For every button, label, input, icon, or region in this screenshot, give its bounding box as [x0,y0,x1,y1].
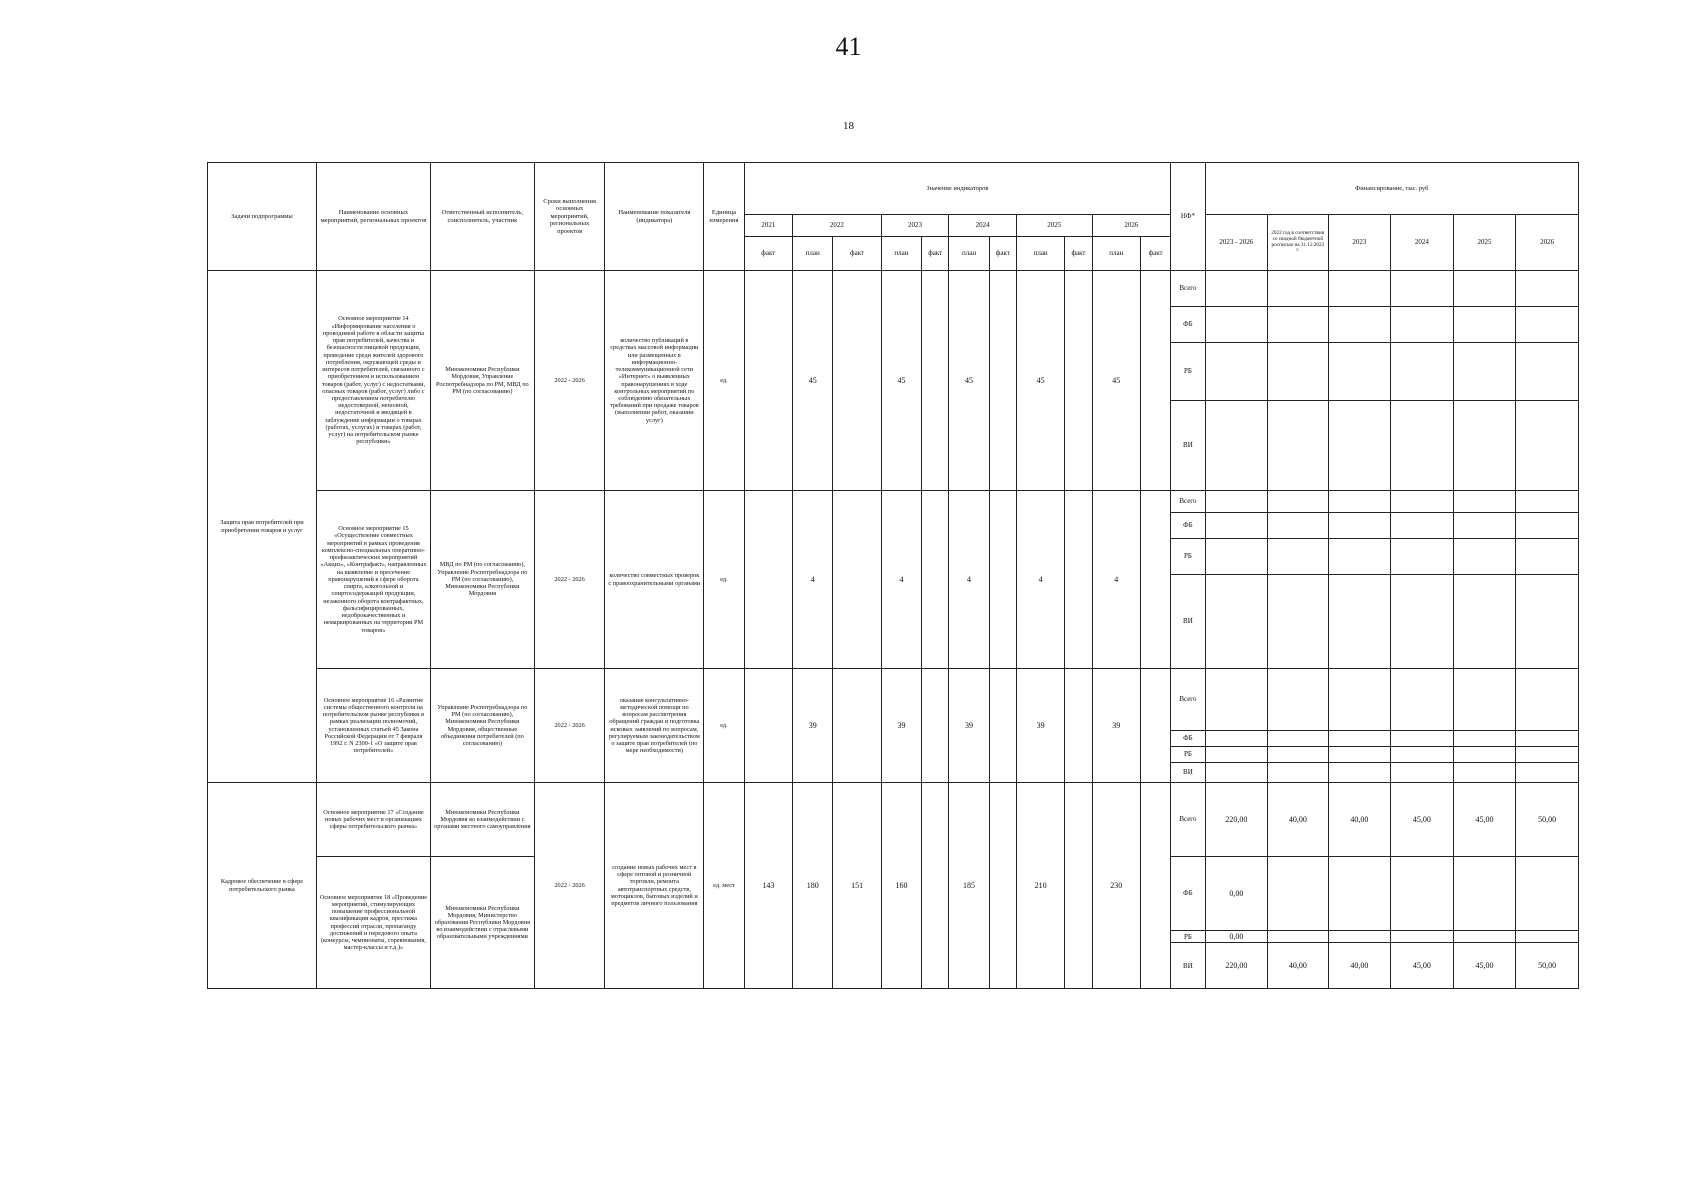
activity-15-fact-2023 [922,491,949,669]
activity-15-name: Основное мероприятие 15 «Осуществление совместных мероприятий в рамках проведения комплексно-специальных оперативно-профилактических мероприятий «Акциз», «Контрафакт», направленных на выявление и пресечение правонарушений в сфере оборота спирта, алкогольной и спиртосодержащей продукции, незаконного оборота контрафактных, фальсифицированных, недоброкачественных и немаркированных на территории РМ товаров» [316,491,430,669]
activity-18-fact-2024 [989,783,1016,989]
activity-16-indicator: оказание консультативно-методической помощи по вопросам рассмотрения обращений граждан и подготовка исковых заявлений по вопросам, регулируемым законодательством о защите прав потребителей (по мере необходимости) [605,669,704,783]
activity-14-name: Основное мероприятие 14 «Информирование населения о проводимой работе в области защиты прав потребителей, качества и безопасности пищевой продукции, проведение среди жителей здорового потребления, окружающей среды и интересов потребителей, связанного с приобретением и использованием товаров (работ, услуг) с недостатками, опасных товаров (работ, услуг) либо с предоставлением потребителю недостоверной, неполной, недостаточной и вводящей в заблуждение информации о товарах (работах, услугах) и товарах (работ, услуг) на потребительском рынке республики» [316,271,430,491]
fin-cell [1205,731,1268,747]
page-number: 41 [835,32,862,61]
fin-total-2022: 40,00 [1268,783,1329,857]
fin-cell [1391,271,1454,307]
activity-15-plan-2024: 4 [949,491,989,669]
fin-cell [1268,271,1329,307]
fin-cell [1328,491,1391,513]
activity-16-fact-2024 [989,669,1016,783]
fin-cell [1453,931,1516,943]
fin-cell [1391,307,1454,343]
activity-14-plan-2026: 45 [1092,271,1140,491]
nf-vi: ВИ [1171,575,1205,669]
fin-cell [1328,857,1391,931]
program-table [207,162,1579,989]
fin-cell [1328,763,1391,783]
activity-18-fact-2021: 143 [744,783,792,989]
fin-cell [1516,343,1579,401]
nf-total: Всего [1171,271,1205,307]
header-task: Задачи подпрограммы [208,163,317,271]
activity-18-plan-2022: 180 [793,783,833,989]
fin-vi-2026: 50,00 [1516,943,1579,989]
header-unit: Единица измерения [704,163,744,271]
fin-cell [1268,513,1329,539]
fin-cell [1453,857,1516,931]
fin-cell [1516,931,1579,943]
fin-cell [1268,931,1329,943]
fin-cell [1391,669,1454,731]
activity-16-fact-2022 [833,669,881,783]
activity-15-terms: 2022 - 2026 [534,491,605,669]
fin-cell [1328,307,1391,343]
activity-15-unit: ед. [704,491,744,669]
fin-cell [1205,401,1268,491]
activity-16-unit: ед. [704,669,744,783]
nf-fb: ФБ [1171,731,1205,747]
nf-vi: ВИ [1171,401,1205,491]
fin-cell [1328,575,1391,669]
activity-15-indicator: количество совместных проверок с правоохранительными органами [605,491,704,669]
activity-16-plan-2023: 39 [881,669,921,783]
fin-cell [1205,763,1268,783]
fin-vi-2024: 45,00 [1391,943,1454,989]
activity-15-plan-2023: 4 [881,491,921,669]
year-2024: 2024 [949,215,1017,237]
fin-cell [1391,763,1454,783]
nf-fb: ФБ [1171,857,1205,931]
fin-cell [1268,491,1329,513]
nf-vi: ВИ [1171,763,1205,783]
task-cell-consumer-rights: Защита прав потребителей при приобретении товаров и услуг [208,271,317,783]
activity-14-fact-2022 [833,271,881,491]
activity-16-plan-2022: 39 [793,669,833,783]
fin-cell [1268,401,1329,491]
fin-col-2022: 2022 год в соответствии со сводной бюджетной росписью на 31.12.2022 г. [1268,215,1329,271]
activity-15-plan-2022: 4 [793,491,833,669]
fin-total-sum: 220,00 [1205,783,1268,857]
activity-14-plan-2023: 45 [881,271,921,491]
sheet-number: 18 [843,120,854,132]
fin-cell [1453,731,1516,747]
fin-cell [1516,513,1579,539]
activity-18-terms: 2022 - 2026 [534,783,605,989]
fin-cell [1268,747,1329,763]
fin-cell [1328,401,1391,491]
fin-cell [1205,491,1268,513]
fin-cell [1328,931,1391,943]
activity-15-fact-2025 [1065,491,1092,669]
fin-cell [1516,307,1579,343]
fin-cell [1516,763,1579,783]
activity-15-fact-2026 [1140,491,1170,669]
activity-18-unit: ед. мест [704,783,744,989]
fin-cell [1516,747,1579,763]
fin-cell [1391,731,1454,747]
fin-vi-sum: 220,00 [1205,943,1268,989]
activity-16-plan-2024: 39 [949,669,989,783]
fin-cell [1268,343,1329,401]
sub-plan-2022: план [793,237,833,271]
activity-18-plan-2023: 160 [881,783,921,989]
activity-18-indicator: создание новых рабочих мест в сфере оптовой и розничной торговли, ремонта автотранспортных средств, мотоциклов, бытовых изделий и предметов личного пользования [605,783,704,989]
header-indicator: Наименование показателя (индикатора) [605,163,704,271]
activity-14-responsible: Минэкономики Республики Мордовия, Управление Роспотребнадзора по РМ, МВД по РМ (по согласованию) [430,271,534,491]
sub-plan-2023: план [881,237,921,271]
fin-cell [1205,307,1268,343]
activity-16-terms: 2022 - 2026 [534,669,605,783]
activity-14-fact-2023 [922,271,949,491]
fin-total-2024: 45,00 [1391,783,1454,857]
fin-cell [1205,747,1268,763]
fin-cell [1391,491,1454,513]
fin-vi-2023: 40,00 [1328,943,1391,989]
fin-rb-sum: 0,00 [1205,931,1268,943]
activity-15-plan-2025: 4 [1016,491,1064,669]
nf-total: Всего [1171,491,1205,513]
fin-cell [1205,575,1268,669]
fin-cell [1328,513,1391,539]
sub-fact-2025: факт [1065,237,1092,271]
sub-fact-2024: факт [989,237,1016,271]
fin-cell [1268,575,1329,669]
activity-18-plan-2024: 185 [949,783,989,989]
fin-cell [1516,857,1579,931]
nf-rb: РБ [1171,747,1205,763]
fin-cell [1268,857,1329,931]
header-nf: НФ* [1171,163,1205,271]
activity-18-plan-2025: 210 [1016,783,1064,989]
nf-total: Всего [1171,669,1205,731]
fin-cell [1328,747,1391,763]
fin-col-2025: 2025 [1453,215,1516,271]
fin-cell [1328,731,1391,747]
fin-cell [1328,271,1391,307]
fin-cell [1205,539,1268,575]
fin-cell [1391,343,1454,401]
fin-cell [1391,857,1454,931]
fin-cell [1328,343,1391,401]
activity-15-fact-2021 [744,491,792,669]
fin-total-2023: 40,00 [1328,783,1391,857]
activity-16-fact-2023 [922,669,949,783]
activity-16-plan-2026: 39 [1092,669,1140,783]
fin-cell [1516,731,1579,747]
fin-cell [1453,343,1516,401]
header-financing: Финансирование, тыс. руб [1205,163,1578,215]
activity-14-fact-2026 [1140,271,1170,491]
fin-cell [1391,747,1454,763]
fin-cell [1453,271,1516,307]
nf-fb: ФБ [1171,307,1205,343]
nf-rb: РБ [1171,931,1205,943]
fin-cell [1516,271,1579,307]
activity-18-fact-2022: 151 [833,783,881,989]
fin-cell [1328,539,1391,575]
nf-fb: ФБ [1171,513,1205,539]
activity-14-terms: 2022 - 2026 [534,271,605,491]
activity-18-responsible: Минэкономики Республики Мордовия, Министерство образования Республики Мордовия во взаимодействии с отраслевыми образовательными учреждениями [430,857,534,989]
fin-cell [1516,491,1579,513]
activity-14-fact-2025 [1065,271,1092,491]
activity-14-plan-2024: 45 [949,271,989,491]
fin-cell [1391,539,1454,575]
header-activity: Наименование основных мероприятий, региональных проектов [316,163,430,271]
fin-cell [1453,401,1516,491]
task-cell-staffing: Кадровое обеспечение в сфере потребительского рынка [208,783,317,989]
sub-fact-2022: факт [833,237,881,271]
activity-14-fact-2021 [744,271,792,491]
sub-plan-2026: план [1092,237,1140,271]
activity-16-fact-2021 [744,669,792,783]
activity-15-fact-2022 [833,491,881,669]
activity-16-responsible: Управление Роспотребнадзора по РМ (по согласованию), Минэкономики Республики Мордовия, общественные объединения потребителей (по согласованию) [430,669,534,783]
nf-rb: РБ [1171,343,1205,401]
fin-cell [1391,575,1454,669]
fin-cell [1205,669,1268,731]
fin-vi-2025: 45,00 [1453,943,1516,989]
sub-fact-2023: факт [922,237,949,271]
sub-plan-2025: план [1016,237,1064,271]
fin-cell [1516,401,1579,491]
fin-cell [1268,539,1329,575]
fin-cell [1205,271,1268,307]
fin-cell [1453,669,1516,731]
fin-col-2024: 2024 [1391,215,1454,271]
activity-15-plan-2026: 4 [1092,491,1140,669]
year-2021: 2021 [744,215,792,237]
activity-14-unit: ед. [704,271,744,491]
fin-cell [1453,763,1516,783]
year-2026: 2026 [1092,215,1171,237]
header-responsible: Ответственный исполнитель, соисполнитель, участник [430,163,534,271]
activity-17-responsible: Минэкономики Республики Мордовия во взаимодействии с органами местного самоуправления [430,783,534,857]
activity-16-fact-2026 [1140,669,1170,783]
sub-plan-2024: план [949,237,989,271]
activity-18-plan-2026: 230 [1092,783,1140,989]
fin-cell [1268,731,1329,747]
fin-col-2023: 2023 [1328,215,1391,271]
year-2025: 2025 [1016,215,1092,237]
fin-cell [1391,931,1454,943]
activity-14-plan-2022: 45 [793,271,833,491]
year-2022: 2022 [793,215,882,237]
fin-fb-sum: 0,00 [1205,857,1268,931]
fin-cell [1516,539,1579,575]
activity-18-fact-2026 [1140,783,1170,989]
header-indicator-values: Значение индикаторов [744,163,1171,215]
fin-col-2026: 2026 [1516,215,1579,271]
fin-vi-2022: 40,00 [1268,943,1329,989]
fin-cell [1516,669,1579,731]
activity-18-fact-2023 [922,783,949,989]
activity-15-fact-2024 [989,491,1016,669]
activity-14-plan-2025: 45 [1016,271,1064,491]
fin-cell [1268,669,1329,731]
fin-cell [1453,539,1516,575]
fin-col-total: 2023 - 2026 [1205,215,1268,271]
fin-cell [1453,747,1516,763]
fin-total-2026: 50,00 [1516,783,1579,857]
fin-cell [1453,575,1516,669]
fin-cell [1453,307,1516,343]
fin-cell [1205,513,1268,539]
fin-cell [1205,343,1268,401]
header-terms: Сроки выполнения основных мероприятий, региональных проектов [534,163,605,271]
fin-cell [1328,669,1391,731]
activity-18-name: Основное мероприятие 18 «Проведение мероприятий, стимулирующих повышение профессиональной квалификации кадров, престижа профессий отрасли, пропаганду достижений и передового опыта (конкурсы, чемпионаты, соревнования, мастер-классы и т.д.)» [316,857,430,989]
activity-14-indicator: количество публикаций в средствах массовой информации или размещенных в информационно-телекоммуникационной сети «Интернет» о выявленных правонарушениях в ходе контрольных мероприятий по соблюдению обязательных требований при продаже товаров (выполнении работ, оказании услуг) [605,271,704,491]
fin-cell [1268,763,1329,783]
fin-cell [1516,575,1579,669]
activity-14-fact-2024 [989,271,1016,491]
activity-15-responsible: МВД по РМ (по согласованию), Управление Роспотребнадзора по РМ (по согласованию), Минэкономики Республики Мордовия [430,491,534,669]
fin-cell [1453,491,1516,513]
activity-16-name: Основное мероприятие 16 «Развитие системы общественного контроля на потребительском рынке республики в рамках реализации полномочий, установленных статьей 45 Закона Российской Федерации от 7 февраля 1992 г. N 2300-1 «О защите прав потребителей» [316,669,430,783]
nf-total: Всего [1171,783,1205,857]
fin-cell [1391,513,1454,539]
fin-cell [1268,307,1329,343]
fin-cell [1453,513,1516,539]
fin-cell [1391,401,1454,491]
year-2023: 2023 [881,215,949,237]
activity-18-fact-2025 [1065,783,1092,989]
fin-total-2025: 45,00 [1453,783,1516,857]
activity-16-plan-2025: 39 [1016,669,1064,783]
nf-rb: РБ [1171,539,1205,575]
nf-vi: ВИ [1171,943,1205,989]
activity-17-name: Основное мероприятие 17 «Создание новых рабочих мест в организациях сферы потребительского рынка» [316,783,430,857]
sub-fact-2026: факт [1140,237,1170,271]
activity-16-fact-2025 [1065,669,1092,783]
sub-fact-2021: факт [744,237,792,271]
